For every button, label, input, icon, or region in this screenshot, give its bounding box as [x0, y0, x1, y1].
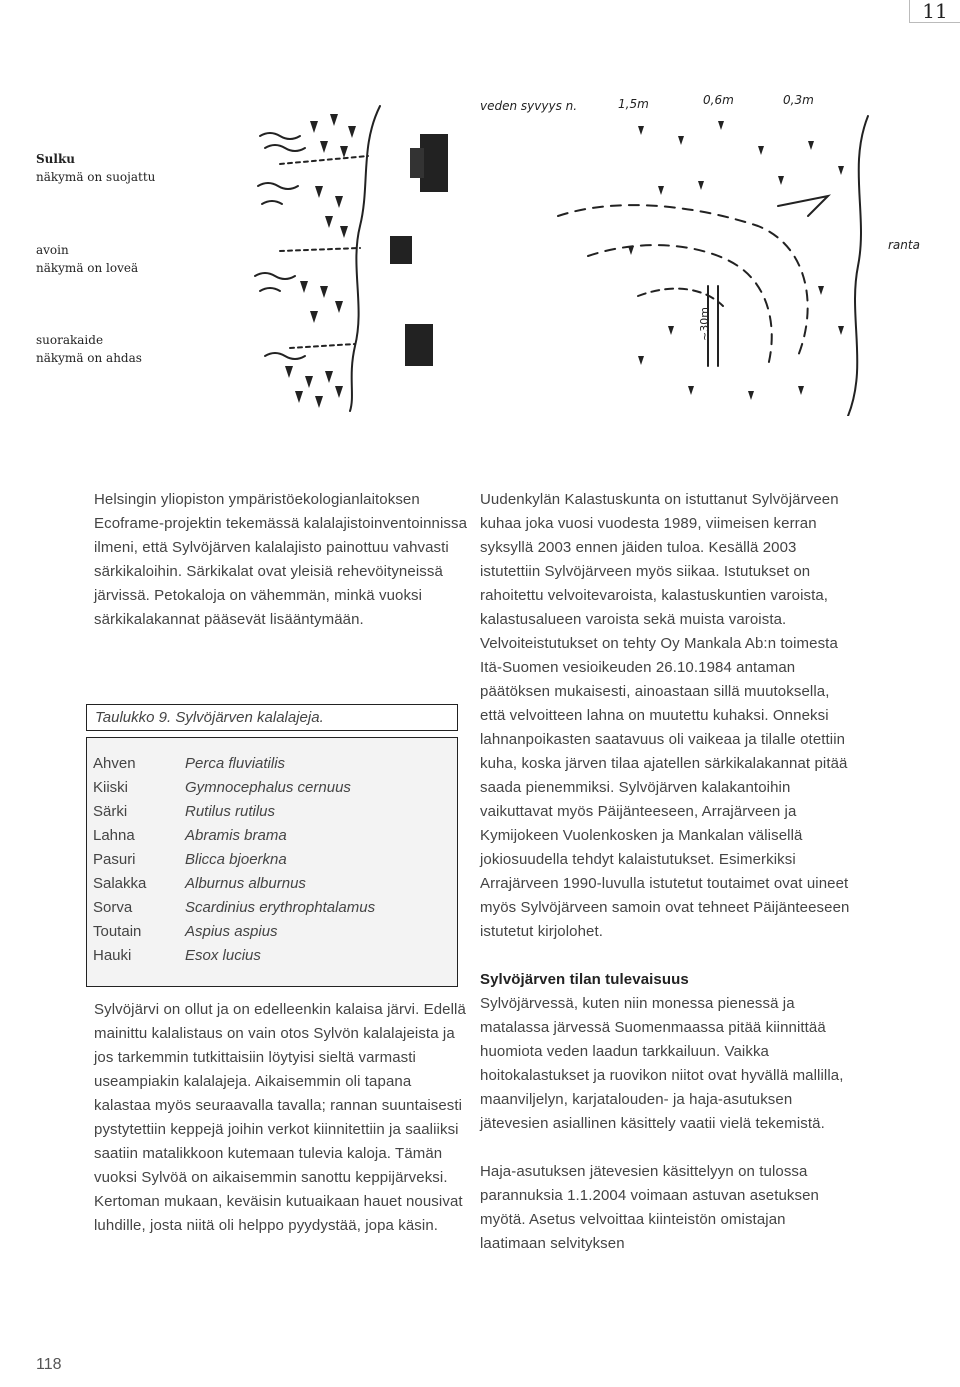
- fish-finnish-name: Toutain: [93, 923, 142, 940]
- table-row: [93, 896, 451, 920]
- fish-finnish-name: Ahven: [93, 755, 136, 772]
- depth-label-3: 0,3m: [783, 93, 814, 107]
- fish-finnish-name: Kiiski: [93, 779, 129, 796]
- legend-title: suorakaide: [36, 333, 104, 347]
- page-number-bottom: 118: [36, 1356, 62, 1373]
- depth-label-1: 1,5m: [618, 97, 649, 111]
- legend-item-open: [36, 241, 138, 277]
- fish-latin-name: Esox lucius: [185, 947, 261, 964]
- fish-latin-name: Blicca bjoerkna: [185, 851, 287, 868]
- future-paragraph: Sylvöjärvessä, kuten niin monessa pienessä ja matalassa järvessä Suomenmaassa pitää kiinnittää huomiota veden laadun tarkkailuun. Vaikka hoitokalastukset ja ruovikon niitot ovat hyvällä mallilla, maanviljelyn, karjatalouden- ja haja-asutuksen jätevesien asiallinen käsittely vaatii vielä tekemistä.: [480, 995, 844, 1132]
- table-row: [93, 776, 451, 800]
- legend-title: avoin: [36, 243, 69, 257]
- table-row: [93, 872, 451, 896]
- fish-latin-name: Aspius aspius: [185, 923, 278, 940]
- depth-label: veden syvyys n.: [480, 99, 578, 113]
- fish-finnish-name: Hauki: [93, 947, 132, 964]
- legend-item-rectangle: [36, 331, 142, 367]
- table-caption: Taulukko 9. Sylvöjärven kalalajeja.: [86, 704, 458, 731]
- fish-table-body: [86, 737, 458, 987]
- table-row: [93, 752, 451, 776]
- fish-latin-name: Abramis brama: [185, 827, 287, 844]
- legend-item-closed: [36, 150, 155, 186]
- legend-desc: näkymä on suojattu: [36, 170, 156, 184]
- table-row: [93, 824, 451, 848]
- fish-latin-name: Perca fluviatilis: [185, 755, 286, 772]
- table-row: [93, 800, 451, 824]
- fish-species-table: [86, 704, 458, 987]
- reed-view-sketch: [240, 86, 460, 416]
- page-number-top: 11: [909, 0, 960, 23]
- fish-latin-name: Gymnocephalus cernuus: [185, 779, 351, 796]
- fish-latin-name: Scardinius erythrophtalamus: [185, 899, 376, 916]
- stocking-paragraph: Uudenkylän Kalastuskunta on istuttanut Sylvöjärveen kuhaa joka vuosi vuodesta 1989, viimeisen kerran syksyllä 2003 ennen jäiden tuloa. Kesällä 2003 istutettiin Sylvöjärveen myös siikaa. Istutukset on rahoitettu velvoitevaroista, kalastuskuntien varoista, kalastusalueen varoista sekä muista varoista. Velvoiteistutukset on tehty Oy Mankala Ab:n toimesta Itä-Suomen vesioikeuden 26.10.1984 antaman päätöksen mukaisesti, ainoastaan sillä muutoksella, että velvoitteen lahna on muutettu kuhaksi. Onneksi lahnanpoikasten saatavuus oli vaikeaa ja tilalle otettiin kuha, koska järven tilaa ajatellen särkikalakannat pitää saada pienemmiksi. Sylvöjärven kalakantoihin vaikuttavat myös Päijänteeseen, Arrajärveen ja Kymijokeen Vuolenkosken ja Mankalan välisellä jokiosuudella tehdyt kalaistutukset. Esimerkiksi Arrajärveen 1990-luvulla istutetut toutaimet ovat uineet myös Sylvöjärveen samoin ovat tehneet Päijänteeseen istutetut kirjolohet.: [480, 491, 850, 940]
- fish-finnish-name: Särki: [93, 803, 128, 820]
- section-heading: Sylvöjärven tilan tulevaisuus: [480, 971, 689, 988]
- intro-paragraph: Helsingin yliopiston ympäristöekologianlaitoksen Ecoframe-projektin tekemässä kalalajistoinventoinnissa ilmeni, että Sylvöjärven kalalajisto painottuu vahvasti särkikaloihin. Särkikalat ovat yleisiä rehevöityneissä järvissä. Petokaloja on vähemmän, minkä vuoksi särkikalakannat pääsevät lisääntymään.: [94, 491, 468, 628]
- depth-label-2: 0,6m: [703, 93, 734, 107]
- length-label: ~30m: [698, 307, 711, 341]
- legend-desc: näkymä on ahdas: [36, 351, 142, 365]
- fish-finnish-name: Lahna: [93, 827, 135, 844]
- left-column-lower: [94, 998, 472, 1238]
- wastewater-paragraph: Haja-asutuksen jätevesien käsittelyyn on tulossa parannuksia 1.1.2004 voimaan astuvan asetuksen myötä. Asetus velvoittaa kiinteistön omistajan laatimaan selvityksen: [480, 1163, 819, 1252]
- fish-finnish-name: Sorva: [93, 899, 133, 916]
- left-column: [94, 488, 472, 632]
- depth-contour-sketch: [478, 86, 948, 416]
- history-paragraph: Sylvöjärvi on ollut ja on edelleenkin kalaisa järvi. Edellä mainittu kalalistaus on vain otos Sylvön kalalajeista ja jos tarkemmin tutkittaisiin löytyisi sieltä varmasti useampiakin kalalajeja. Aikaisemmin oli tapana kalastaa myös seuraavalla tavalla; rannan suuntaisesti pystytettiin keppejä joihin verkot kiinnitettiin ja saaliiksi saatiin matalikkoon kutemaan tulevia kaloja. Tämän vuoksi Sylvöä on aikaisemmin sanottu keppijärveksi. Kertoman mukaan, keväisin kutuaikaan hauet nousivat luhdille, josta niitä oli helppo pyydystää, jopa käsin.: [94, 1001, 466, 1234]
- fish-finnish-name: Salakka: [93, 875, 147, 892]
- table-row: [93, 944, 451, 968]
- right-column: [480, 488, 850, 1256]
- legend-title: Sulku: [36, 152, 75, 166]
- fish-finnish-name: Pasuri: [93, 851, 136, 868]
- fish-latin-name: Alburnus alburnus: [185, 875, 306, 892]
- table-row: [93, 848, 451, 872]
- legend-desc: näkymä on loveä: [36, 261, 139, 275]
- table-row: [93, 920, 451, 944]
- shore-label: ranta: [888, 238, 920, 252]
- fish-latin-name: Rutilus rutilus: [185, 803, 276, 820]
